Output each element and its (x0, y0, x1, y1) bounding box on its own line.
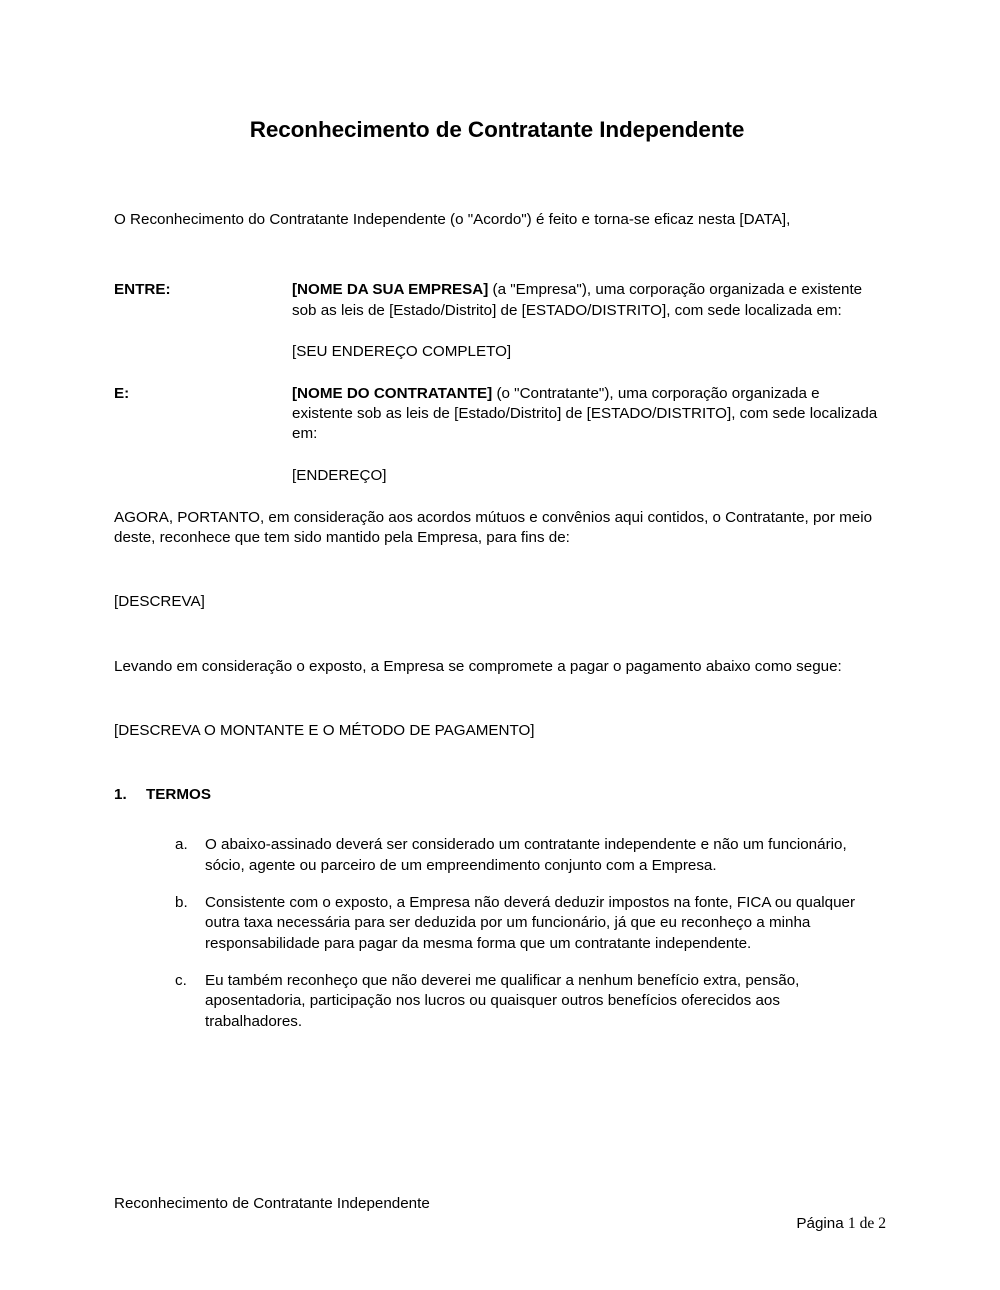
page-footer (114, 1194, 886, 1254)
contractor-name-placeholder: [NOME DO CONTRATANTE] (292, 385, 493, 402)
footer-page-number: 1 (847, 1214, 856, 1232)
list-item-marker: a. (175, 836, 188, 854)
spacer (114, 613, 880, 657)
spacer (114, 230, 880, 280)
terms-list (114, 835, 880, 1032)
purpose-placeholder: [DESCREVA] (114, 593, 205, 611)
intro-paragraph: O Reconhecimento do Contratante Independente (o "Acordo") é feito e torna-se eficaz nesta [DATA], (114, 211, 791, 229)
list-item-marker: b. (175, 893, 188, 911)
spacer (114, 362, 880, 384)
contractor-address-placeholder: [ENDEREÇO] (292, 466, 387, 484)
list-item (175, 893, 880, 954)
payment-placeholder: [DESCREVA O MONTANTE E O MÉTODO DE PAGAMENTO] (114, 721, 535, 739)
footer-page-label: Página (796, 1214, 848, 1232)
spacer (114, 805, 880, 835)
footer-page-total: 2 (878, 1214, 886, 1232)
party-body-and (292, 384, 880, 486)
section-heading-termos (114, 785, 880, 805)
spacer (114, 677, 880, 721)
whereas-paragraph: AGORA, PORTANTO, em consideração aos acordos mútuos e convênios aqui contidos, o Contratante, por meio deste, reconhece que tem sido mantido pela Empresa, para fins de: (114, 508, 873, 547)
footer-page-indicator (771, 1194, 886, 1254)
list-item (175, 835, 880, 876)
party-label-between: ENTRE: (114, 281, 171, 299)
document-body (114, 0, 880, 1032)
company-address-placeholder: [SEU ENDEREÇO COMPLETO] (292, 342, 512, 360)
party-block-between (114, 280, 880, 362)
contractor-description: (o "Contratante"), uma corporação organizada e existente sob as leis de [Estado/Distrito] de [ESTADO/DISTRITO], com sede localizada em: (292, 385, 878, 443)
spacer (114, 486, 880, 508)
company-name-placeholder: [NOME DA SUA EMPRESA] (292, 281, 489, 299)
footer-document-name: Reconhecimento de Contratante Independente (114, 1195, 430, 1212)
party-block-and (114, 384, 880, 486)
company-description: (a "Empresa"), uma corporação organizada e existente sob as leis de [Estado/Distrito] de [ESTADO/DISTRITO], com sede localizada em: (292, 281, 863, 319)
list-item-text: Eu também reconheço que não deverei me qualificar a nenhum benefício extra, pensão, aposentadoria, participação nos lucros ou quaisquer outros benefícios oferecidos aos trabalhadores. (205, 971, 800, 1030)
section-title: TERMOS (146, 785, 211, 803)
list-item (175, 971, 880, 1032)
section-number: 1. (114, 785, 127, 803)
payment-paragraph: Levando em consideração o exposto, a Empresa se compromete a pagar o pagamento abaixo como segue: (114, 657, 842, 675)
list-item-marker: c. (175, 971, 187, 989)
spacer (114, 741, 880, 785)
party-body-between (292, 280, 880, 362)
list-item-text: O abaixo-assinado deverá ser considerado um contratante independente e não um funcionário, sócio, agente ou parceiro de um empreendimento conjunto com a Empresa. (205, 836, 847, 874)
spacer (114, 548, 880, 592)
list-item-text: Consistente com o exposto, a Empresa não deverá deduzir impostos na fonte, FICA ou qualquer outra taxa necessária para ser deduzida por um funcionário, já que eu reconheço a minha responsabilidade para pagar da mesma forma que um contratante independente. (205, 893, 856, 952)
party-label-and: E: (114, 385, 130, 402)
page-title: Reconhecimento de Contratante Independente (249, 117, 745, 142)
footer-page-of: de (855, 1214, 879, 1232)
